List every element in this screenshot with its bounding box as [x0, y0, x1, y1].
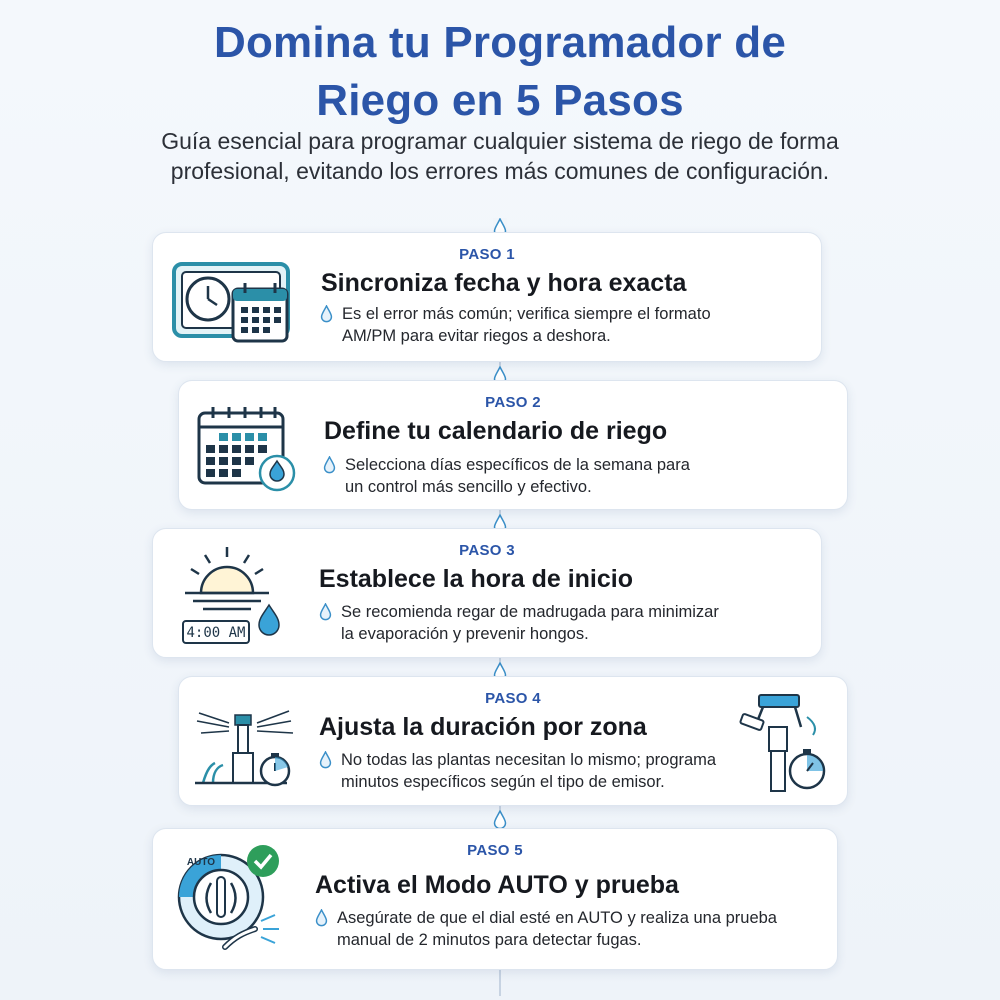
step-card-2	[178, 380, 848, 510]
page-title	[0, 14, 1000, 130]
page-subtitle-line1: Guía esencial para programar cualquier sistema de riego de forma	[161, 128, 839, 154]
page-title-line2: Riego en 5 Pasos	[316, 76, 684, 125]
rotor-sprinkler-icon	[733, 691, 833, 795]
step-label: PASO 3	[459, 542, 515, 559]
step-title: Sincroniza fecha y hora exacta	[321, 269, 687, 297]
step-description	[341, 749, 716, 793]
step-description-line1: Asegúrate de que el dial esté en AUTO y realiza una prueba	[337, 909, 777, 927]
water-drop-icon	[493, 810, 507, 830]
step-label: PASO 5	[467, 842, 523, 859]
clock-calendar-icon	[171, 259, 293, 345]
step-title: Define tu calendario de riego	[324, 417, 668, 445]
water-drop-icon	[319, 603, 332, 627]
step-title: Ajusta la duración por zona	[319, 713, 647, 741]
step-description	[345, 454, 690, 498]
step-card-4	[178, 676, 848, 806]
clock-display-text: 4:00 AM	[186, 625, 246, 641]
step-label: PASO 1	[459, 246, 515, 263]
sunrise-clock-icon	[179, 545, 291, 649]
step-description-line1: Se recomienda regar de madrugada para minimizar	[341, 603, 719, 621]
step-description-line2: AM/PM para evitar riegos a deshora.	[342, 327, 611, 345]
page-title-line1: Domina tu Programador de	[214, 18, 786, 67]
auto-dial-icon	[171, 841, 289, 959]
step-description	[337, 907, 777, 951]
step-description-line1: Es el error más común; verifica siempre el formato	[342, 305, 711, 323]
step-card-3	[152, 528, 822, 658]
step-card-5	[152, 828, 838, 970]
step-card-1	[152, 232, 822, 362]
sprinkler-timer-icon	[191, 693, 303, 793]
step-title: Activa el Modo AUTO y prueba	[315, 871, 679, 899]
step-description-line1: Selecciona días específicos de la semana para	[345, 456, 690, 474]
step-label: PASO 2	[485, 394, 541, 411]
step-description-line2: la evaporación y prevenir hongos.	[341, 625, 589, 643]
step-label: PASO 4	[485, 690, 541, 707]
dial-auto-label: AUTO	[186, 857, 216, 868]
water-drop-icon	[319, 751, 332, 775]
calendar-water-icon	[195, 403, 303, 495]
water-drop-icon	[315, 909, 328, 933]
page-subtitle-line2: profesional, evitando los errores más comunes de configuración.	[170, 158, 830, 184]
step-description-line2: manual de 2 minutos para detectar fugas.	[337, 931, 642, 949]
water-drop-icon	[323, 456, 336, 480]
step-title: Establece la hora de inicio	[319, 565, 634, 593]
step-description	[341, 601, 719, 645]
step-description	[342, 303, 711, 347]
page-subtitle	[60, 126, 940, 186]
step-description-line2: minutos específicos según el tipo de emisor.	[341, 773, 665, 791]
step-description-line1: No todas las plantas necesitan lo mismo; programa	[341, 751, 717, 769]
step-description-line2: un control más sencillo y efectivo.	[345, 478, 592, 496]
water-drop-icon	[320, 305, 333, 329]
